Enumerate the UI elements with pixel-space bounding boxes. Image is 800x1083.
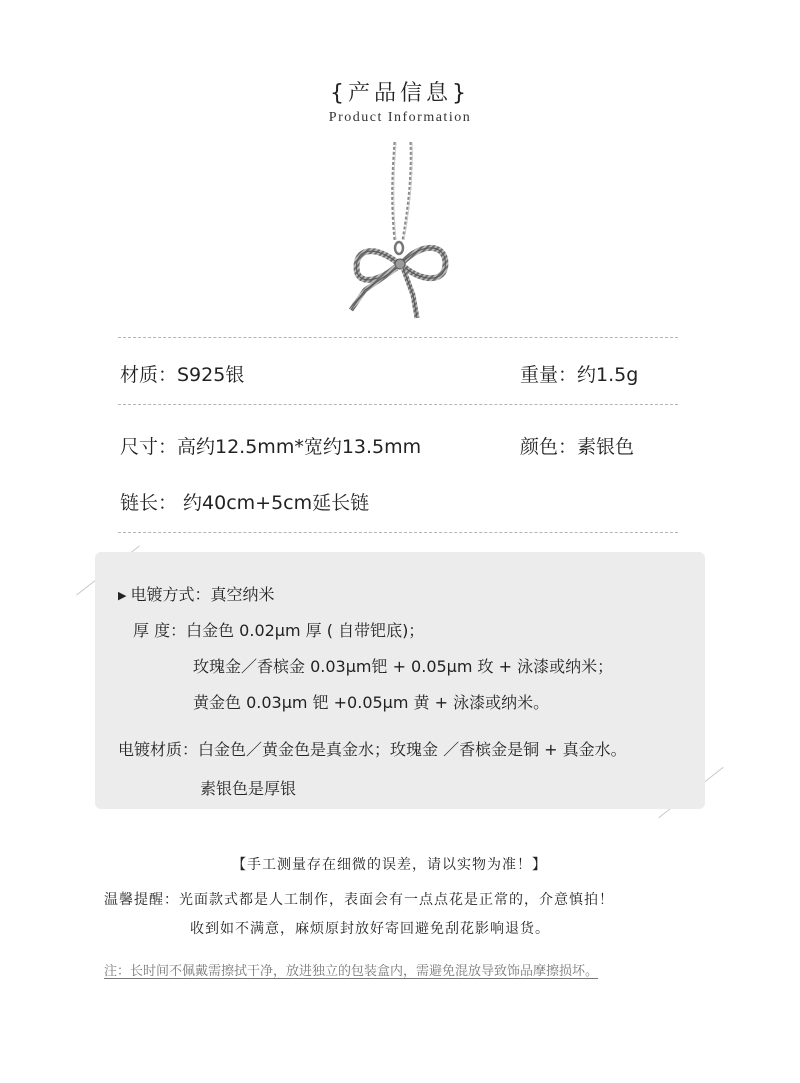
care-footnote: 注：长时间不佩戴需擦拭干净，放进独立的包装盒内，需避免混放导致饰品摩擦损坏。 (104, 964, 599, 979)
triangle-right-icon: ▶ (118, 589, 127, 602)
spec-chain: 链长： 约40cm+5cm延长链 (120, 492, 370, 514)
plating-thickness-3: 黄金色 0.03μm 钯 +0.05μm 黄 + 泳漆或纳米。 (193, 693, 550, 712)
plating-method-text: 电镀方式：真空纳米 (130, 585, 275, 604)
plating-material-2: 素银色是厚银 (200, 779, 297, 798)
measure-note: 【手工测量存在细微的误差，请以实物为准！】 (232, 857, 547, 873)
spec-size: 尺寸：高约12.5mm*宽约13.5mm (120, 436, 422, 458)
tip-line-2: 收到如不满意，麻烦原封放好寄回避免刮花影响退货。 (190, 921, 550, 937)
tip-line-1: 温馨提醒：光面款式都是人工制作，表面会有一点点花是正常的，介意慎拍！ (104, 892, 614, 908)
bow-pendant-image (335, 140, 465, 322)
spec-material: 材质：S925银 (120, 364, 245, 386)
plating-thickness-2: 玫瑰金／香槟金 0.03μm钯 + 0.05μm 玫 + 泳漆或纳米； (193, 657, 614, 676)
plating-thickness-1: 厚 度：白金色 0.02μm 厚 ( 自带钯底)； (133, 621, 425, 640)
title-en: Product Information (328, 110, 472, 125)
divider (118, 532, 678, 533)
title-cn: {产品信息} (330, 81, 470, 106)
plating-material-1: 电镀材质：白金色／黄金色是真金水；玫瑰金 ／香槟金是铜 + 真金水。 (118, 740, 627, 759)
spec-weight: 重量：约1.5g (520, 364, 639, 386)
divider (118, 337, 678, 338)
divider (118, 404, 678, 405)
plating-method (118, 582, 274, 605)
spec-color: 颜色：素银色 (520, 436, 635, 458)
